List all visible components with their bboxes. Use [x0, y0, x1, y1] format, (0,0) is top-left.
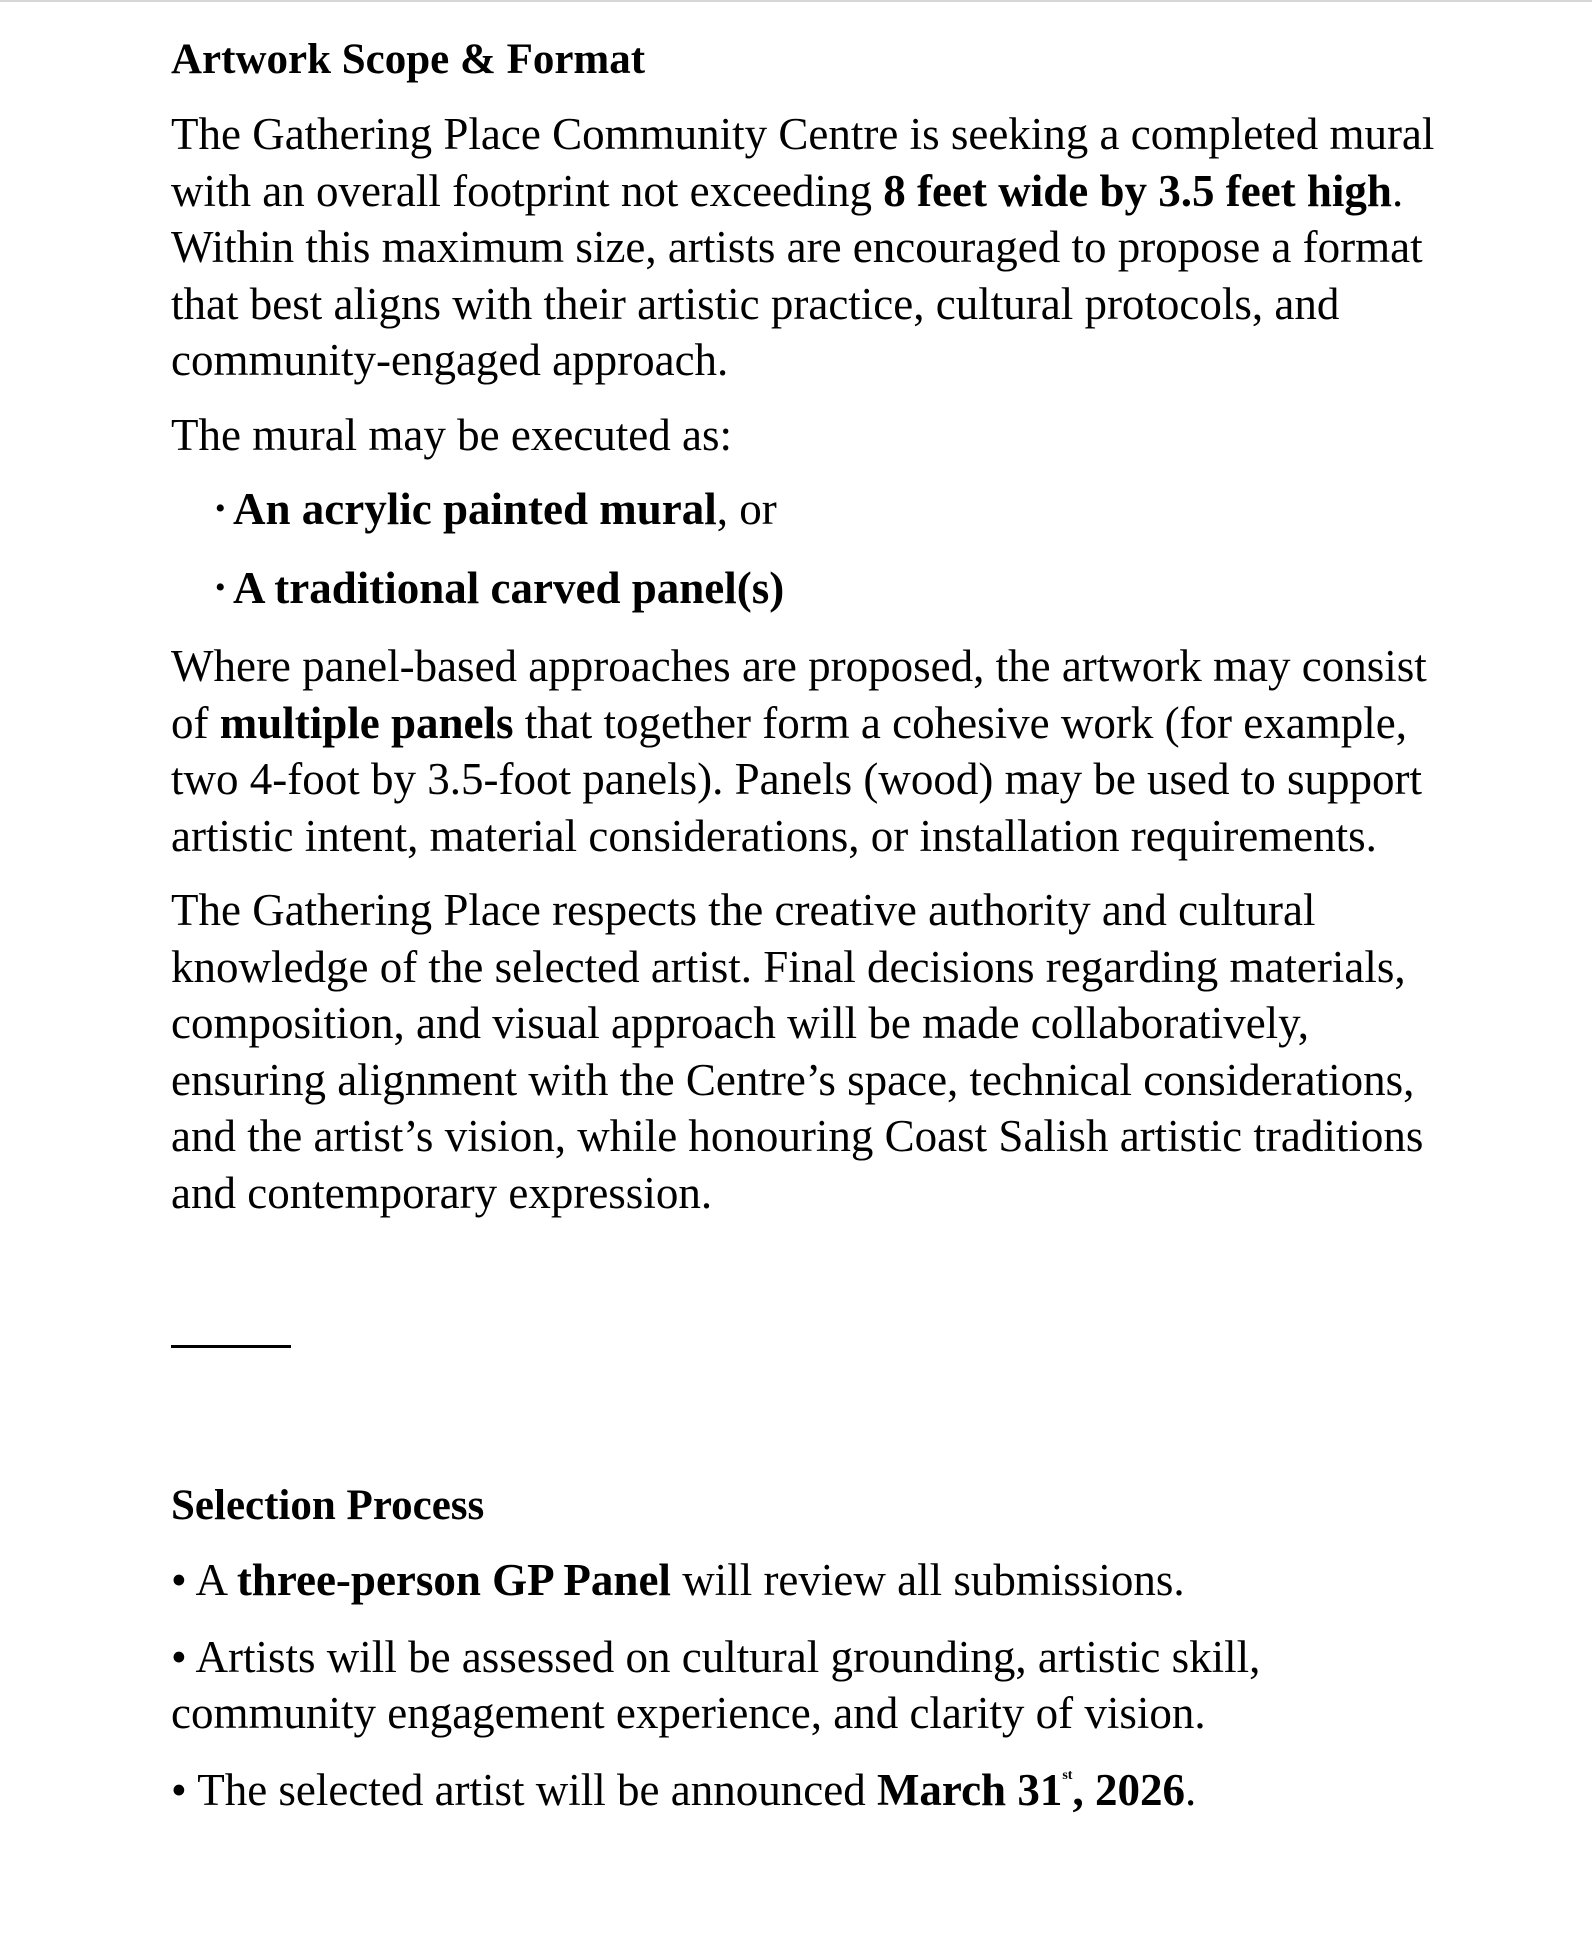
bold-size-limit: 8 feet wide by 3.5 feet high — [883, 165, 1392, 216]
text: will review all submissions. — [670, 1555, 1185, 1605]
text: . — [1184, 1764, 1197, 1815]
scope-paragraph-creative-authority: The Gathering Place respects the creative authority and cultural knowledge of the selected artist. Final decisions regarding materials, composition, and visual approach will be made collaboratively, ensuring alignment with the Centre’s space, technical considerations, and the artist’s vision, while honouring Coast Salish artistic traditions and contemporary expression. — [171, 885, 1424, 1218]
bullet-icon: • — [171, 1555, 187, 1605]
scope-paragraph-footprint — [171, 106, 1461, 389]
top-border — [0, 0, 1592, 2]
selection-item-announcement — [171, 1762, 1461, 1819]
option-bold: A traditional carved panel(s) — [233, 562, 785, 613]
text: The Gathering Place Community Centre is seeking a completed mural with an overall footprint not exceeding — [171, 109, 1435, 216]
section-heading-artwork-scope: Artwork Scope & Format — [171, 36, 646, 83]
text: The selected artist will be announced — [197, 1764, 877, 1815]
date-year: , 2026 — [1072, 1764, 1185, 1815]
artwork-scope-section — [171, 32, 1461, 1221]
section-divider — [171, 1345, 291, 1348]
document-page — [171, 32, 1461, 1838]
list-item — [171, 560, 1461, 617]
option-bold: An acrylic painted mural — [233, 484, 717, 534]
date-month-day: March 31 — [876, 1764, 1063, 1815]
bullet-icon: • — [215, 570, 226, 604]
bullet-icon: • — [171, 1764, 187, 1815]
text: Where panel-based approaches are proposed, the artwork may consist of — [171, 641, 1427, 748]
section-heading-selection-process: Selection Process — [171, 1482, 485, 1529]
list-item — [171, 481, 1461, 538]
bold-multiple-panels: multiple panels — [219, 697, 514, 748]
selection-item-criteria — [171, 1629, 1461, 1742]
text: that together form a cohesive work (for example, two 4-foot by 3.5-foot panels). Panels (wood) may be used to support artistic intent, material considerations, or installation requirements. — [171, 697, 1423, 861]
text: . Within this maximum size, artists are encouraged to propose a format that best aligns with their artistic practice, cultural protocols, and community-engaged approach. — [171, 165, 1423, 385]
bold-date — [877, 1765, 1185, 1815]
selection-process-section — [171, 1478, 1461, 1818]
option-rest: , or — [716, 484, 777, 534]
text: A — [195, 1555, 237, 1605]
bullet-icon: • — [171, 1631, 187, 1682]
bullet-icon: • — [215, 492, 226, 525]
text: Artists will be assessed on cultural grounding, artistic skill, community engagement experience, and clarity of vision. — [171, 1631, 1261, 1738]
execution-options-list — [171, 481, 1461, 616]
ordinal-suffix: st — [1062, 1767, 1073, 1783]
selection-item-panel — [171, 1552, 1461, 1609]
bold-panel: three-person GP Panel — [236, 1555, 671, 1605]
scope-paragraph-panels — [171, 638, 1461, 864]
scope-paragraph-execution-intro: The mural may be executed as: — [171, 409, 733, 460]
